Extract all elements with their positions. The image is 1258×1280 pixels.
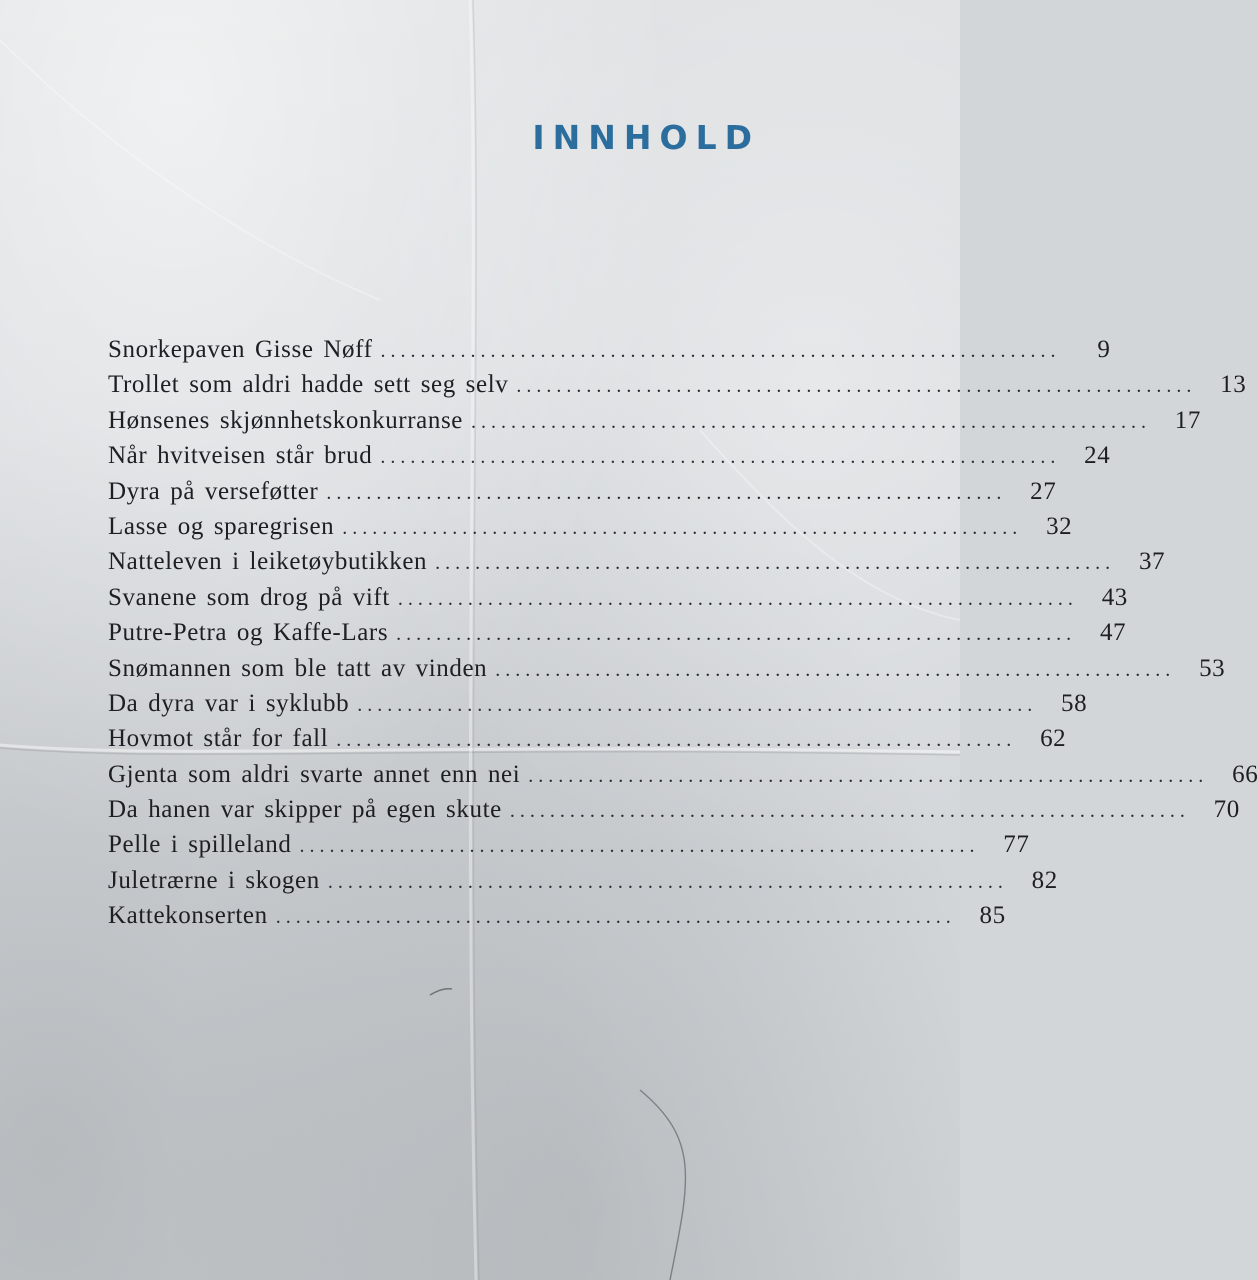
- toc-entry-page-number: 13: [1220, 371, 1247, 399]
- toc-entry-page-number: 43: [1101, 583, 1128, 611]
- toc-entry: [108, 796, 1240, 831]
- toc-dot-leader: ....................................................................: [396, 623, 1077, 646]
- toc-entry: [108, 406, 1201, 442]
- toc-entry-page-number: 27: [1030, 477, 1057, 505]
- toc-entry-page-number: 62: [1040, 725, 1067, 753]
- toc-entry: [108, 689, 1088, 725]
- toc-entry: [108, 548, 1166, 583]
- toc-entry: [108, 654, 1226, 690]
- toc-dot-leader: ....................................................................: [380, 340, 1061, 362]
- toc-entry-title: Putre-Petra og Kaffe-Lars: [108, 619, 389, 647]
- toc-dot-leader: ....................................................................: [275, 906, 956, 929]
- toc-dot-leader: ....................................................................: [327, 870, 1008, 893]
- toc-entry-title: Lasse og sparegrisen: [108, 512, 335, 540]
- toc-entry-page-number: 9: [1097, 336, 1111, 363]
- toc-entry-title: Da dyra var i syklubb: [108, 689, 350, 717]
- toc-entry-page-number: 70: [1213, 796, 1240, 824]
- toc-entry: [108, 725, 1067, 760]
- toc-entry: [108, 371, 1247, 406]
- toc-dot-leader: ....................................................................: [397, 587, 1078, 610]
- toc-entry-title: Gjenta som aldri svarte annet enn nei: [108, 760, 521, 788]
- toc-entry-page-number: 66: [1232, 760, 1258, 788]
- toc-dot-leader: ....................................................................: [299, 835, 980, 858]
- toc-dot-leader: ....................................................................: [495, 658, 1176, 681]
- toc-entry-title: Trollet som aldri hadde sett seg selv: [108, 371, 509, 399]
- toc-entry-title: Snorkepaven Gisse Nøff: [108, 336, 373, 363]
- toc-dot-leader: ....................................................................: [528, 764, 1209, 787]
- toc-entry: [108, 477, 1057, 513]
- toc-entry-page-number: 47: [1099, 619, 1127, 647]
- toc-entry-title: Da hanen var skipper på egen skute: [108, 796, 502, 824]
- toc-dot-leader: ....................................................................: [336, 729, 1017, 752]
- toc-entry-page-number: 24: [1084, 442, 1111, 470]
- toc-entry: [108, 619, 1127, 654]
- toc-dot-leader: ....................................................................: [380, 446, 1061, 469]
- toc-entry-page-number: 17: [1174, 406, 1201, 434]
- toc-entry: [108, 442, 1111, 477]
- toc-entry-title: Når hvitveisen står brud: [108, 442, 373, 470]
- toc-entry: [108, 512, 1073, 548]
- toc-entry-page-number: 85: [979, 902, 1006, 930]
- toc-entry-title: Kattekonserten: [108, 902, 268, 930]
- toc-entry-page-number: 82: [1031, 866, 1058, 894]
- toc-entry-page-number: 53: [1199, 654, 1226, 682]
- toc-dot-leader: ....................................................................: [516, 375, 1197, 398]
- toc-dot-leader: ....................................................................: [357, 693, 1038, 716]
- toc-dot-leader: ....................................................................: [435, 552, 1116, 575]
- toc-entry: [108, 760, 1258, 796]
- toc-entry: [108, 902, 1006, 937]
- toc-entry-page-number: 37: [1138, 548, 1166, 576]
- toc-entry-title: Juletrærne i skogen: [108, 866, 320, 894]
- toc-entry-title: Pelle i spilleland: [108, 831, 292, 859]
- toc-dot-leader: ....................................................................: [509, 800, 1190, 823]
- toc-entry-title: Snømannen som ble tatt av vinden: [108, 654, 488, 682]
- toc-entry-title: Dyra på verseføtter: [108, 477, 319, 505]
- toc-entry-title: Hovmot står for fall: [108, 725, 329, 753]
- toc-entry-page-number: 77: [1003, 831, 1030, 859]
- toc-entry: [108, 831, 1030, 866]
- toc-dot-leader: ....................................................................: [470, 410, 1151, 433]
- toc-entry-title: Natteleven i leiketøybutikken: [108, 548, 428, 576]
- page-title: INNHOLD: [532, 118, 760, 157]
- toc-entry-title: Svanene som drog på vift: [108, 583, 390, 611]
- table-of-contents: [108, 336, 1258, 938]
- toc-dot-leader: ....................................................................: [326, 481, 1007, 504]
- toc-entry-page-number: 32: [1046, 512, 1073, 540]
- toc-entry-title: Hønsenes skjønnhetskonkurranse: [108, 406, 463, 434]
- toc-entry: [108, 583, 1128, 619]
- toc-entry: [108, 866, 1058, 902]
- toc-entry-page-number: 58: [1061, 689, 1088, 717]
- toc-dot-leader: ....................................................................: [342, 516, 1023, 539]
- toc-entry: [108, 336, 1111, 371]
